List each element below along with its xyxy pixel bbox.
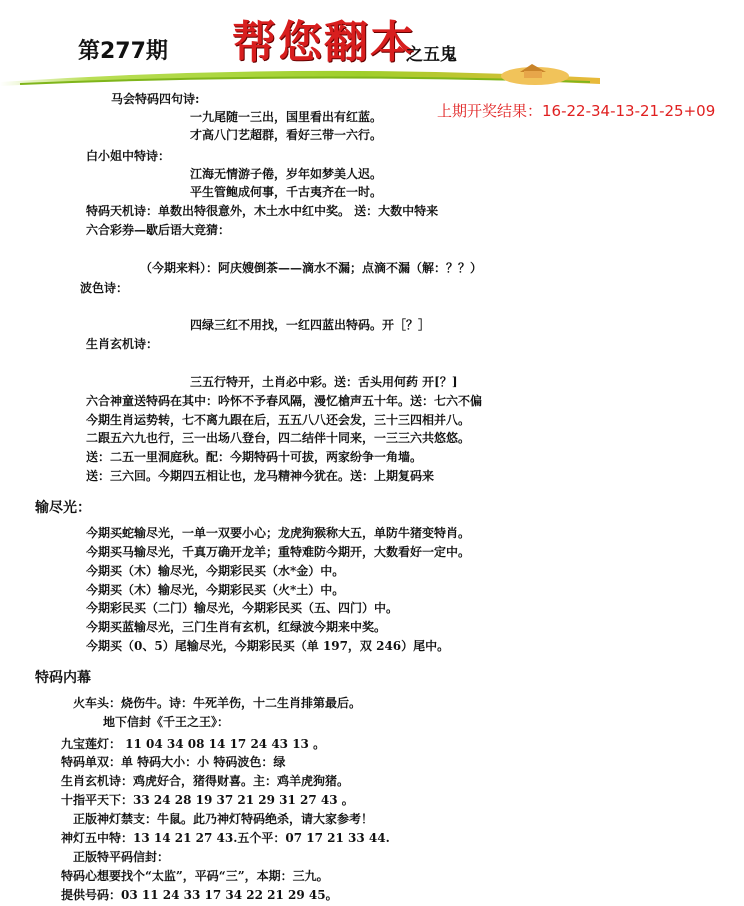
text-line: 特码天机诗：单数出特很意外，木土水中红中奖。 送：大数中特来 [86,204,439,218]
text-line: 正版特平码信封： [73,850,170,864]
poem-line: 平生管鲍成何事，千古夷齐在一时。 [190,185,383,199]
text-line: 正版神灯禁支：牛鼠。此乃神灯特码绝杀，请大家参考！ [73,812,374,826]
section-heading-color-poem: 波色诗： [80,281,129,295]
section-heading-zodiac-poem: 生肖玄机诗： [86,337,159,351]
section-heading-white-lady: 白小姐中特诗： [86,149,171,163]
last-draw-result: 上期开奖结果：16-22-34-13-21-25+09 [437,102,716,120]
poem-line: 一九尾随一三出，国里看出有红蓝。 [190,110,383,124]
text-line: 送：三六回。今期四五相让也，龙马精神今犹在。送：上期复码来 [86,469,435,483]
text-line: 送：二五一里洞庭秋。配：今期特码十可拔，两家纷争一角墙。 [86,450,423,464]
text-line: 特码心想要找个“太监”，平码“三”，本期：三九。 [61,869,329,883]
text-line: 今期彩民买（二门）输尽光，今期彩民买（五、四门）中。 [86,601,399,615]
text-line: 今期买（0、5）尾输尽光，今期彩民买（单 197，双 246）尾中。 [86,639,450,653]
text-line: 今期买（木）输尽光，今期彩民买（水*金）中。 [86,564,345,578]
text-line: 今期生肖运势转，七不离九跟在后，五五八八还会发，三十三四相并八。 [86,413,471,427]
poem-line: 才高八门艺超群，看好三带一六行。 [190,128,383,142]
house-icon [501,64,569,85]
text-line: 九宝莲灯： 11 04 34 08 14 17 24 43 13 。 [61,737,326,751]
header-swoosh-banner [0,60,600,88]
text-line: 特码单双：单 特码大小：小 特码波色：绿 [61,755,286,769]
section-heading-insider: 特码内幕 [35,670,91,686]
page-title: 帮您翻本 [232,17,416,68]
text-line: 神灯五中特：13 14 21 27 43.五个平：07 17 21 33 44. [61,831,390,845]
text-line: 六合神童送特码在其中：吟怀不予春风隔，漫忆槍声五十年。送：七六不偏 [86,394,483,408]
section-heading-horse-poem: 马会特码四句诗: [111,92,200,106]
section-heading-lose-all: 输尽光： [35,500,91,516]
issue-number: 第277期 [78,39,168,64]
text-line: 今期买（木）输尽光，今期彩民买（火*土）中。 [86,583,345,597]
text-line: 四绿三红不用找，一红四蓝出特码。开［？］ [190,318,431,332]
text-line: （今期来料）：阿庆嫂倒茶——滴水不漏；点滴不漏（解：？？） [140,261,483,275]
text-line: 地下信封《千王之王》： [103,715,230,729]
text-line: 三五行特开，土肖必中彩。送：舌头用何药 开[？] [190,375,458,389]
text-line: 火车头：烧伤牛。诗：牛死羊伤，十二生肖排第最后。 [73,696,362,710]
text-line: 生肖玄机诗：鸡虎好合，猪得财喜。主：鸡羊虎狗猪。 [61,774,350,788]
poem-line: 江海无情游子倦，岁年如梦美人迟。 [190,167,383,181]
text-line: 二跟五六九也行，三一出场八登台，四二结伴十同来，一三三六共悠悠。 [86,431,471,445]
section-heading-riddle: 六合彩券—歇后语大竞猜： [86,223,231,237]
text-line: 今期买蛇输尽光，一单一双要小心；龙虎狗猴称大五，单防牛猪变特肖。 [86,526,471,540]
text-line: 今期买马输尽光，千真万确开龙羊；重特难防今期开，大数看好一定中。 [86,545,471,559]
page-subtitle: 之五鬼 [406,45,457,65]
text-line: 十指平天下：33 24 28 19 37 21 29 31 27 43 。 [61,793,354,807]
text-line: 今期买蓝输尽光，三门生肖有玄机，红绿波今期来中奖。 [86,620,387,634]
text-line: 提供号码：03 11 24 33 17 34 22 21 29 45。 [61,888,338,902]
